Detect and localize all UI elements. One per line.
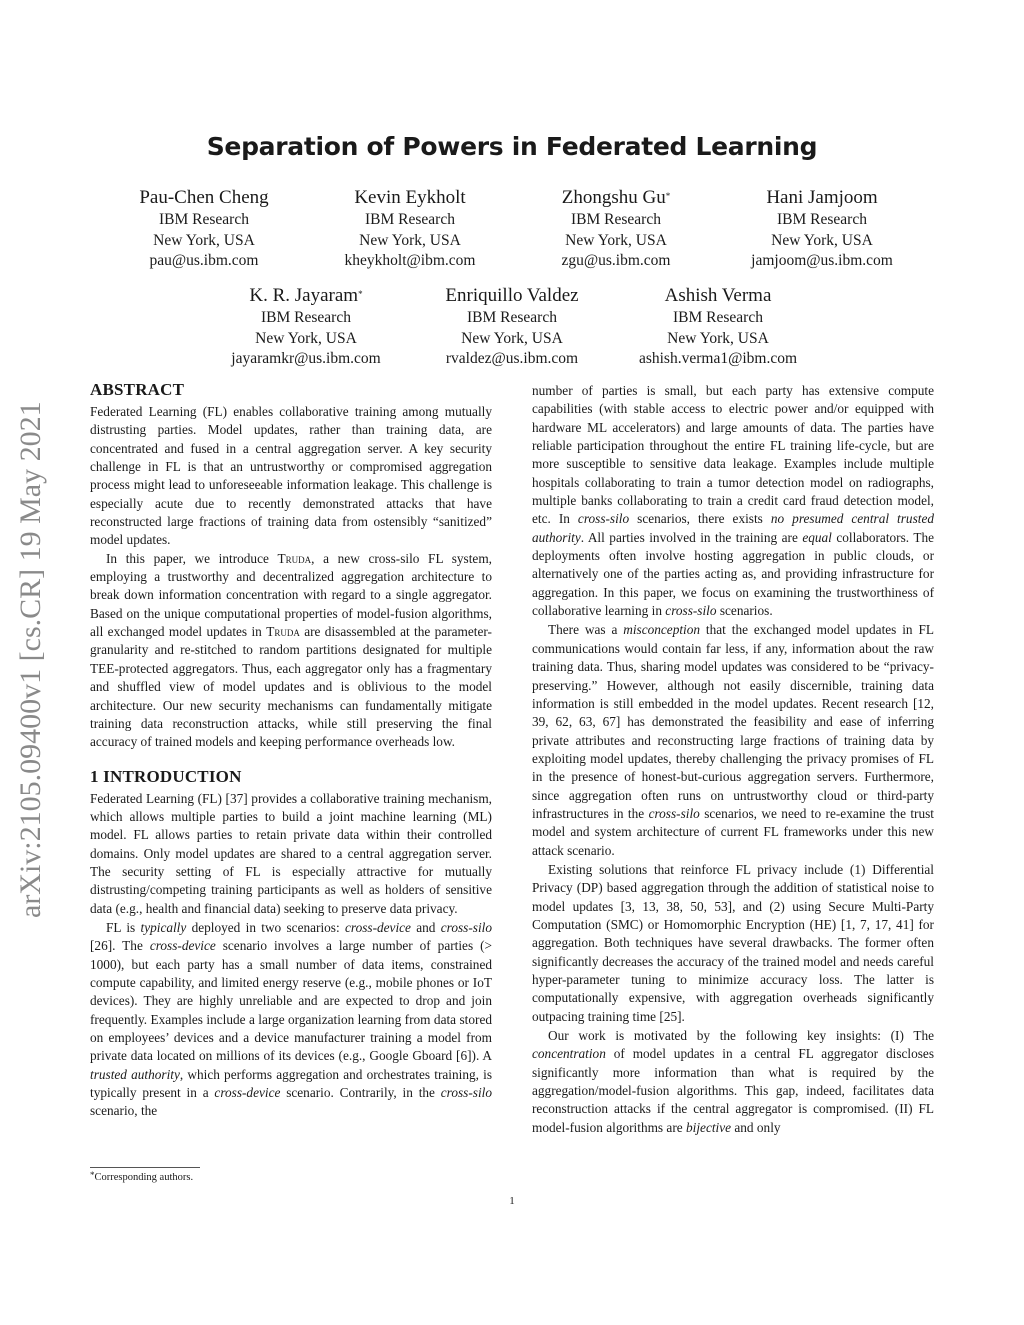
author-affiliation: IBM Research xyxy=(365,211,455,228)
author-affiliation: IBM Research xyxy=(777,211,867,228)
author-name: Hani Jamjoom xyxy=(766,187,878,208)
author-name: Pau-Chen Cheng xyxy=(139,187,269,208)
intro-paragraph: Federated Learning (FL) [37] provides a collaborative training mechanism, which allows multiple parties to build a joint machine learning (ML) model. FL allows parties to retain private data within their controlled domains. Only model updates are shared to a central aggregation server. The security setting of FL is especially attractive for mutually distrusting/competing training participants as well as holders of sensitive data (e.g., health and financial data) seeking to preserve data privacy. xyxy=(90,790,492,916)
footnote: *Corresponding authors. xyxy=(90,1170,194,1183)
author-block xyxy=(84,186,324,272)
author-email: jayaramkr@us.ibm.com xyxy=(231,350,381,367)
author-location: New York, USA xyxy=(359,231,461,249)
author-block xyxy=(186,284,426,370)
author-block xyxy=(392,284,632,370)
author-location: New York, USA xyxy=(771,231,873,249)
body-paragraph: Existing solutions that reinforce FL privacy include (1) Differential Privacy (DP) based aggregation through the addition of statistical noise to model updates [3, 13, 38, 50, 53], and (2) using Secure Multi-Party Computation (SMC) or Homomorphic Encryption (HE) [1, 7, 17, 41] for aggregation. Both techniques have several drawbacks. The former often significantly decreases the accuracy of the trained model and needs careful hyper-parameter tuning to minimize accuracy loss. The latter is computationally expensive, with aggregation overheads significantly outpacing training time [25]. xyxy=(532,861,934,1024)
author-email: rvaldez@us.ibm.com xyxy=(445,350,579,367)
abstract-heading: ABSTRACT xyxy=(90,380,185,399)
author-email: ashish.verma1@ibm.com xyxy=(638,350,798,367)
author-block xyxy=(598,284,838,370)
author-block xyxy=(496,186,736,272)
author-location: New York, USA xyxy=(153,231,255,249)
author-name: Enriquillo Valdez xyxy=(445,285,579,306)
arxiv-identifier: arXiv:2105.09400v1 [cs.CR] 19 May 2021 xyxy=(14,401,47,919)
abstract-paragraph: In this paper, we introduce Truda, a new cross-silo FL system, employing a trustworthy and decentralized aggregation architecture to break down information concentration with regard to a single aggregator. Based on the unique computational properties of model-fusion algorithms, all exchanged model updates in Truda are disassembled at the parameter-granularity and re-stitched to random partitions designated for multiple TEE-protected aggregators. Thus, each aggregator only has a fragmentary and shuffled view of model updates and is oblivious to the model architecture. Our new security mechanisms can fundamentally mitigate training data reconstruction attacks, while still preserving the final accuracy of trained models and keeping performance overheads low. xyxy=(90,550,492,750)
author-block xyxy=(702,186,942,272)
author-location: New York, USA xyxy=(667,329,769,347)
author-name: Ashish Verma xyxy=(664,285,772,306)
author-email: pau@us.ibm.com xyxy=(149,252,259,269)
author-affiliation: IBM Research xyxy=(467,309,557,326)
introduction-heading: 1 INTRODUCTION xyxy=(90,766,242,786)
page-number: 1 xyxy=(509,1195,515,1207)
author-name: K. R. Jayaram* xyxy=(249,285,363,306)
author-affiliation: IBM Research xyxy=(261,309,351,326)
abstract-paragraph: Federated Learning (FL) enables collaborative training among mutually distrusting parties. Model updates, rather than training data, are concentrated and fused in a central aggregation server. A key security challenge in FL is that an untrustworthy or compromised aggregation process might lead to unforeseeable information leakage. This challenge is especially acute due to recently demonstrated attacks that have reconstructed large fractions of training data from ostensibly “sanitized” model updates. xyxy=(90,404,492,548)
footnote-rule xyxy=(90,1167,200,1168)
intro-paragraph: FL is typically deployed in two scenarios: cross-device and cross-silo [26]. The cross-device scenario involves a large number of parties (> 1000), but each party has a small number of data items, constrained compute capability, and limited energy reserve (e.g., mobile phones or IoT devices). They are highly unreliable and are expected to drop and join frequently. Examples include a large organization learning from data stored on employees’ devices and a device manufacturer training a model from private data located on millions of its devices (e.g., Google Gboard [6]). A trusted authority, which performs aggregation and orchestrates training, is typically present in a cross-device scenario. Contrarily, in the cross-silo scenario, the xyxy=(90,919,493,1119)
author-affiliation: IBM Research xyxy=(571,211,661,228)
body-paragraph: number of parties is small, but each party has extensive compute capabilities (with stable access to electric power and/or equipped with hardware ML accelerators) and large amounts of data. The parties have reliable participation throughout the entire FL training life-cycle, but are more susceptible to sensitive data leakage. Examples include multiple hospitals collaborating to train a tumor detection model on radiographs, multiple banks collaborating to train a credit card fraud detection model, etc. In cross-silo scenarios, there exists no presumed central trusted authority. All parties involved in the training are equal collaborators. The deployments often involve hosting aggregation in public clouds, or alternatively one of the parties acting as, and providing infrastructure for aggregation. In this paper, we focus on examining the trustworthiness of collaborative learning in cross-silo scenarios. xyxy=(532,383,934,619)
author-name: Zhongshu Gu* xyxy=(561,187,671,208)
author-name: Kevin Eykholt xyxy=(354,187,466,208)
author-email: kheykholt@ibm.com xyxy=(344,252,476,269)
author-location: New York, USA xyxy=(461,329,563,347)
left-column xyxy=(90,379,492,1121)
author-affiliation: IBM Research xyxy=(673,309,763,326)
paper-title: Separation of Powers in Federated Learning xyxy=(206,132,818,161)
author-email: jamjoom@us.ibm.com xyxy=(751,252,893,269)
author-affiliation: IBM Research xyxy=(159,211,249,228)
right-column xyxy=(532,382,934,1137)
author-block xyxy=(290,186,530,272)
author-location: New York, USA xyxy=(255,329,357,347)
author-location: New York, USA xyxy=(565,231,667,249)
author-email: zgu@us.ibm.com xyxy=(561,252,671,269)
body-paragraph: There was a misconception that the exchanged model updates in FL communications would contain far less, if any, information about the raw training data. Thus, sharing model updates was considered to be “privacy-preserving.” However, although not easily discernible, training data information is still embedded in the model updates. Recent research [12, 39, 62, 63, 67] has demonstrated the feasibility and ease of inferring private attributes and reconstructing large fractions of training data by exploiting model updates, thereby challenging the privacy promises of FL in the presence of honest-but-curious aggregation servers. Furthermore, since aggregation often runs on untrustworthy cloud or third-party infrastructures in the cross-silo scenarios, we need to re-examine the trust model and system architecture of current FL frameworks under this new attack scenario. xyxy=(532,622,935,858)
body-paragraph: Our work is motivated by the following key insights: (I) The concentration of model updates in a central FL aggregator discloses significantly more information than what is required by the aggregation/model-fusion algorithms. This gap, indeed, facilitates data reconstruction attacks if the central aggregator is compromised. (II) FL model-fusion algorithms are bijective and only xyxy=(532,1028,934,1135)
